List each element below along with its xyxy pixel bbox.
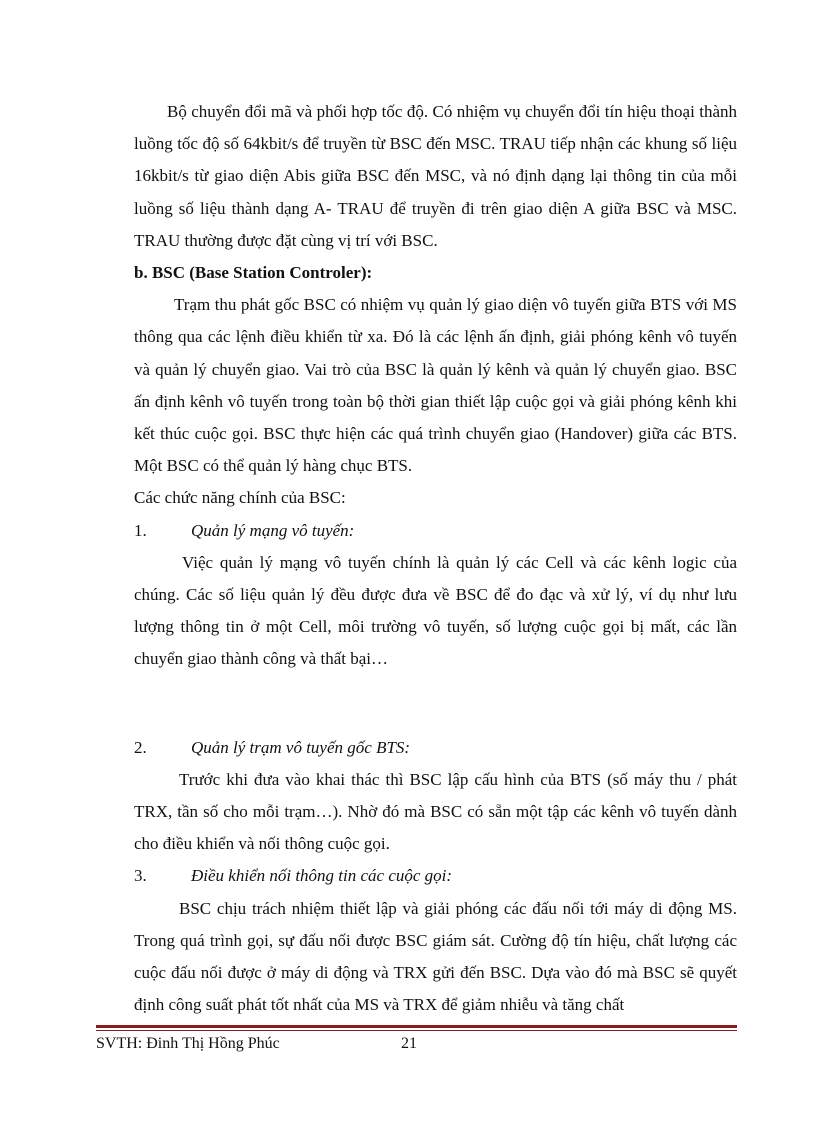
- paragraph-trau: Bộ chuyển đổi mã và phối hợp tốc độ. Có nhiệm vụ chuyển đổi tín hiệu thoại thành luồng tốc độ số 64kbit/s để truyền từ BSC đến MSC. TRAU tiếp nhận các khung số liệu 16kbit/s từ giao diện Abis giữa BSC đến MSC, và nó định dạng lại thông tin của mỗi luồng số liệu thành dạng A- TRAU để truyền đi trên giao diện A giữa BSC và MSC. TRAU thường được đặt cùng vị trí với BSC.: [134, 102, 737, 250]
- list-item-3-text: BSC chịu trách nhiệm thiết lập và giải phóng các đấu nối tới máy di động MS. Trong quá trình gọi, sự đấu nối được BSC giám sát. Cường độ tín hiệu, chất lượng các cuộc đấu nối được ở máy di động và TRX gửi đến BSC. Dựa vào đó mà BSC sẽ quyết định công suất phát tốt nhất của MS và TRX để giảm nhiễu và tăng chất: [134, 898, 737, 1015]
- page-content: [134, 96, 737, 1021]
- list-item-1-heading: [134, 515, 737, 547]
- paragraph-bsc-intro: Trạm thu phát gốc BSC có nhiệm vụ quản lý giao diện vô tuyến giữa BTS với MS thông qua các lệnh điều khiển từ xa. Đó là các lệnh ấn định, giải phóng kênh vô tuyến và quản lý chuyển giao. Vai trò của BSC là quản lý kênh và quản lý chuyển giao. BSC ấn định kênh vô tuyến trong toàn bộ thời gian thiết lập cuộc gọi và giải phóng kênh khi kết thúc cuộc gọi. BSC thực hiện các quá trình chuyển giao (Handover) giữa các BTS. Một BSC có thể quản lý hàng chục BTS.: [134, 295, 737, 476]
- blank-space: [134, 676, 737, 732]
- list-item-1-text: Việc quản lý mạng vô tuyến chính là quản lý các Cell và các kênh logic của chúng. Các số liệu quản lý đều được đưa về BSC để đo đạc và xử lý, ví dụ như lưu lượng thông tin ở một Cell, môi trường vô tuyến, số lượng cuộc gọi bị mất, các lần chuyển giao thành công và thất bại…: [134, 552, 737, 669]
- footer-rule-thick: [96, 1025, 737, 1028]
- list-item-2-heading: [134, 732, 737, 764]
- list-number: 2.: [134, 737, 147, 757]
- functions-intro: Các chức năng chính của BSC:: [134, 488, 346, 508]
- footer-rule-thin: [96, 1030, 737, 1031]
- list-number: 3.: [134, 866, 147, 886]
- list-title: Quản lý trạm vô tuyến gốc BTS:: [191, 737, 411, 757]
- section-heading-bsc: b. BSC (Base Station Controler):: [134, 263, 373, 283]
- page-number: 21: [401, 1035, 417, 1052]
- footer-author: SVTH: Đinh Thị Hồng Phúc: [96, 1035, 280, 1052]
- list-title: Quản lý mạng vô tuyến:: [191, 520, 355, 540]
- list-item-3-heading: [134, 860, 737, 892]
- list-item-2-text: Trước khi đưa vào khai thác thì BSC lập cấu hình của BTS (số máy thu / phát TRX, tần số cho mỗi trạm…). Nhờ đó mà BSC có sẵn một tập các kênh vô tuyến dành cho điều khiển và nối thông cuộc gọi.: [134, 769, 737, 854]
- list-title: Điều khiển nối thông tin các cuộc gọi:: [191, 866, 453, 886]
- list-number: 1.: [134, 520, 147, 540]
